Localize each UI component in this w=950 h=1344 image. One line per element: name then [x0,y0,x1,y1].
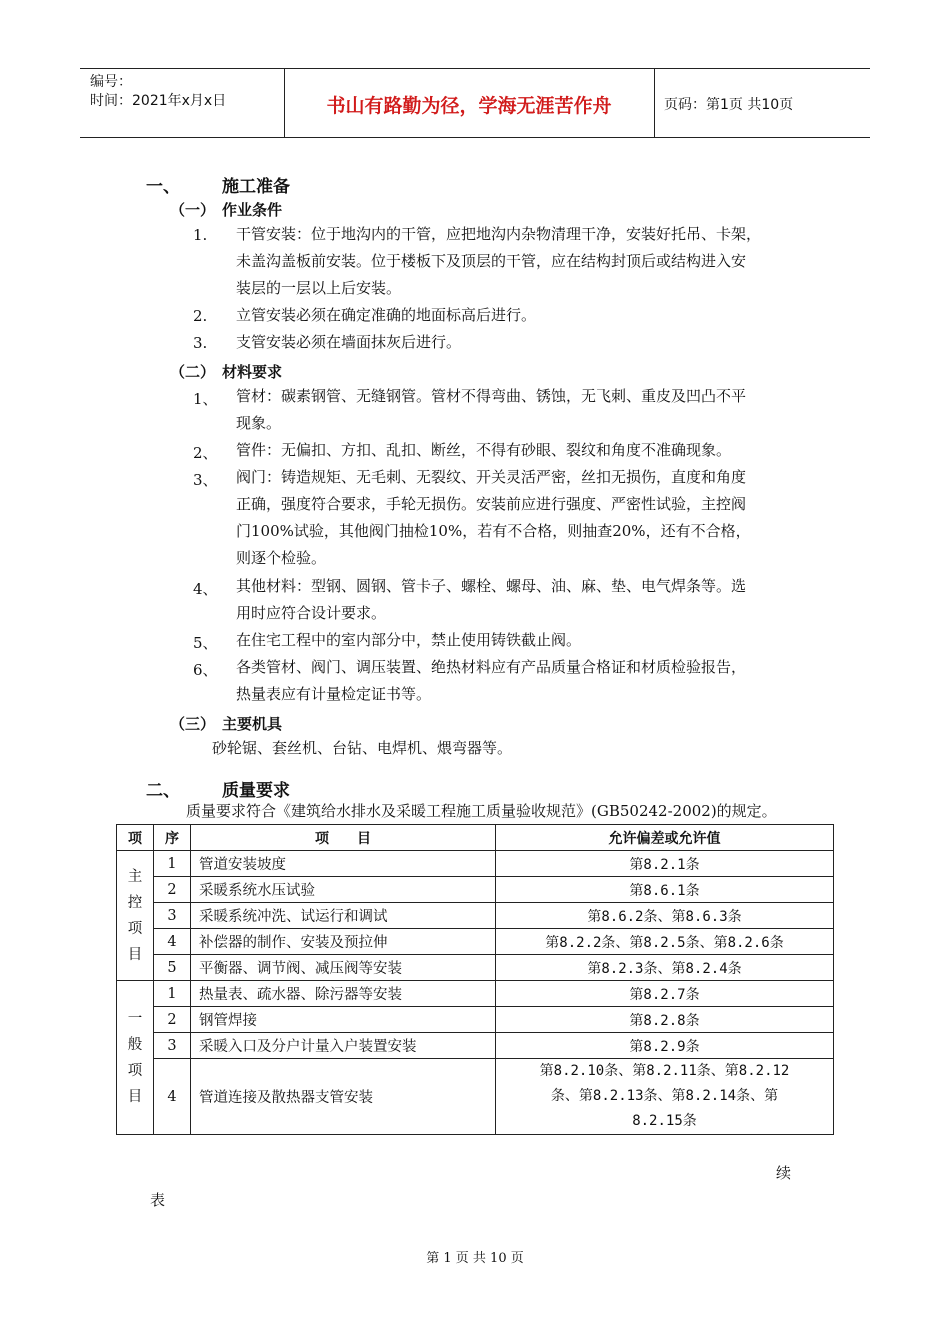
text-line: 现象。 [236,414,282,432]
subsection-2-number: （二） [170,363,216,381]
list-number: 3. [193,334,208,352]
list-number: 1. [193,226,208,244]
seq-cell: 1 [154,981,191,1007]
list-item-text [236,221,761,302]
subsection-2-title: 材料要求 [222,363,283,381]
subsection-1-title: 作业条件 [222,201,283,219]
subsection-1-number: （一） [170,201,216,219]
seq-cell: 3 [154,1033,191,1059]
table-row [117,1007,834,1033]
list-number: 4、 [193,580,218,598]
text-line: 正确，强度符合要求，手轮无损伤。安装前应进行强度、严密性试验，主控阀 [236,495,747,513]
page-footer: 第 1 页 共 10 页 [426,1251,524,1266]
tools-text: 砂轮锯、套丝机、台钻、电焊机、煨弯器等。 [212,739,513,757]
subsection-3-title: 主要机具 [222,715,283,733]
text-line: 干管安装：位于地沟内的干管，应把地沟内杂物清理干净，安装好托吊、卡架， [236,225,762,243]
allow-cell: 第8.2.8条 [496,1007,834,1033]
table-row [117,929,834,955]
item-cell: 采暖系统冲洗、试运行和调试 [191,903,496,929]
list-item-text: 管件：无偏扣、方扣、乱扣、断丝，不得有砂眼、裂纹和角度不准确现象。 [236,441,732,459]
text-line: 其他材料：型钢、圆钢、管卡子、螺栓、螺母、油、麻、垫、电气焊条等。选 [236,577,747,595]
divider [654,69,655,137]
text-line: 各类管材、阀门、调压装置、绝热材料应有产品质量合格证和材质检验报告， [236,658,747,676]
text-line: 装层的一层以上后安装。 [236,279,402,297]
number-label: 编号： [90,74,132,90]
header-page-label: 页码：第1页 共10页 [664,97,794,113]
list-item-text [236,464,751,572]
allow-line: 第8.2.10条、第8.2.11条、第8.2.12 [539,1063,790,1079]
seq-cell: 5 [154,955,191,981]
text-line: 用时应符合设计要求。 [236,604,387,622]
seq-cell: 3 [154,903,191,929]
header-cell: 项 [117,825,154,851]
list-item-text: 在住宅工程中的室内部分中，禁止使用铸铁截止阀。 [236,631,582,649]
list-item-text: 支管安装必须在墙面抹灰后进行。 [236,333,462,351]
list-item-text [236,383,746,437]
list-number: 2. [193,307,208,325]
allow-cell: 第8.2.1条 [496,851,834,877]
group-label-text: 主控项目 [127,868,143,963]
list-number: 2、 [193,444,218,462]
item-cell: 采暖入口及分户计量入户装置安装 [191,1033,496,1059]
item-cell: 平衡器、调节阀、减压阀等安装 [191,955,496,981]
text-line: 管材：碳素钢管、无缝钢管。管材不得弯曲、锈蚀，无飞刺、重皮及凹凸不平 [236,387,747,405]
item-cell: 钢管焊接 [191,1007,496,1033]
allow-cell: 第8.2.9条 [496,1033,834,1059]
allow-cell: 第8.6.2条、第8.6.3条 [496,903,834,929]
header-cell: 序 [154,825,191,851]
section-1-number: 一、 [146,177,180,197]
allow-cell: 第8.2.3条、第8.2.4条 [496,955,834,981]
list-item-text [236,573,746,627]
page-header [80,68,870,138]
list-number: 5、 [193,634,218,652]
group-label-text: 一般项目 [127,1010,143,1105]
text-line: 门100%试验，其他阀门抽检10%，若有不合格，则抽查20%，还有不合格， [236,522,751,540]
quality-table [116,824,834,1135]
header-cell: 项 目 [191,825,496,851]
text-line: 未盖沟盖板前安装。位于楼板下及顶层的干管，应在结构封顶后或结构进入安 [236,252,747,270]
allow-cell: 第8.2.2条、第8.2.5条、第8.2.6条 [496,929,834,955]
section-2-number: 二、 [146,781,180,801]
seq-cell: 2 [154,1007,191,1033]
table-row [117,1059,834,1135]
quality-intro: 质量要求符合《建筑给水排水及采暖工程施工质量验收规范》(GB50242-2002)的规定。 [186,802,777,820]
text-line: 则逐个检验。 [236,549,327,567]
continued-label: 续 [776,1164,792,1182]
list-item-text: 立管安装必须在确定准确的地面标高后进行。 [236,306,537,324]
group-label-general [117,981,154,1135]
item-cell: 管道安装坡度 [191,851,496,877]
table-row [117,903,834,929]
list-item-text [236,654,746,708]
allow-line: 8.2.15条 [632,1113,697,1129]
header-cell: 允许偏差或允许值 [496,825,834,851]
continued-label: 表 [150,1191,166,1209]
list-number: 1、 [193,390,218,408]
table-row [117,955,834,981]
time-label: 时间：2021年x月x日 [90,93,227,109]
seq-cell: 1 [154,851,191,877]
allow-cell [496,1059,834,1135]
list-number: 6、 [193,661,218,679]
subsection-3-number: （三） [170,715,216,733]
seq-cell: 2 [154,877,191,903]
item-cell: 采暖系统水压试验 [191,877,496,903]
allow-cell: 第8.2.7条 [496,981,834,1007]
text-line: 热量表应有计量检定证书等。 [236,685,432,703]
table-header-row [117,825,834,851]
table-row [117,877,834,903]
section-2-title: 质量要求 [222,781,290,801]
header-meta [90,73,226,111]
allow-line: 条、第8.2.13条、第8.2.14条、第 [550,1088,779,1104]
item-cell: 补偿器的制作、安装及预拉伸 [191,929,496,955]
allow-cell: 第8.6.1条 [496,877,834,903]
table-row [117,1033,834,1059]
section-1-title: 施工准备 [222,177,290,197]
list-number: 3、 [193,471,218,489]
item-cell: 管道连接及散热器支管安装 [191,1059,496,1135]
table-row [117,981,834,1007]
group-label-main [117,851,154,981]
table-row [117,851,834,877]
text-line: 阀门：铸造规矩、无毛刺、无裂纹、开关灵活严密，丝扣无损伤，直度和角度 [236,468,747,486]
seq-cell: 4 [154,1059,191,1135]
item-cell: 热量表、疏水器、除污器等安装 [191,981,496,1007]
header-motto: 书山有路勤为径，学海无涯苦作舟 [326,95,612,117]
seq-cell: 4 [154,929,191,955]
